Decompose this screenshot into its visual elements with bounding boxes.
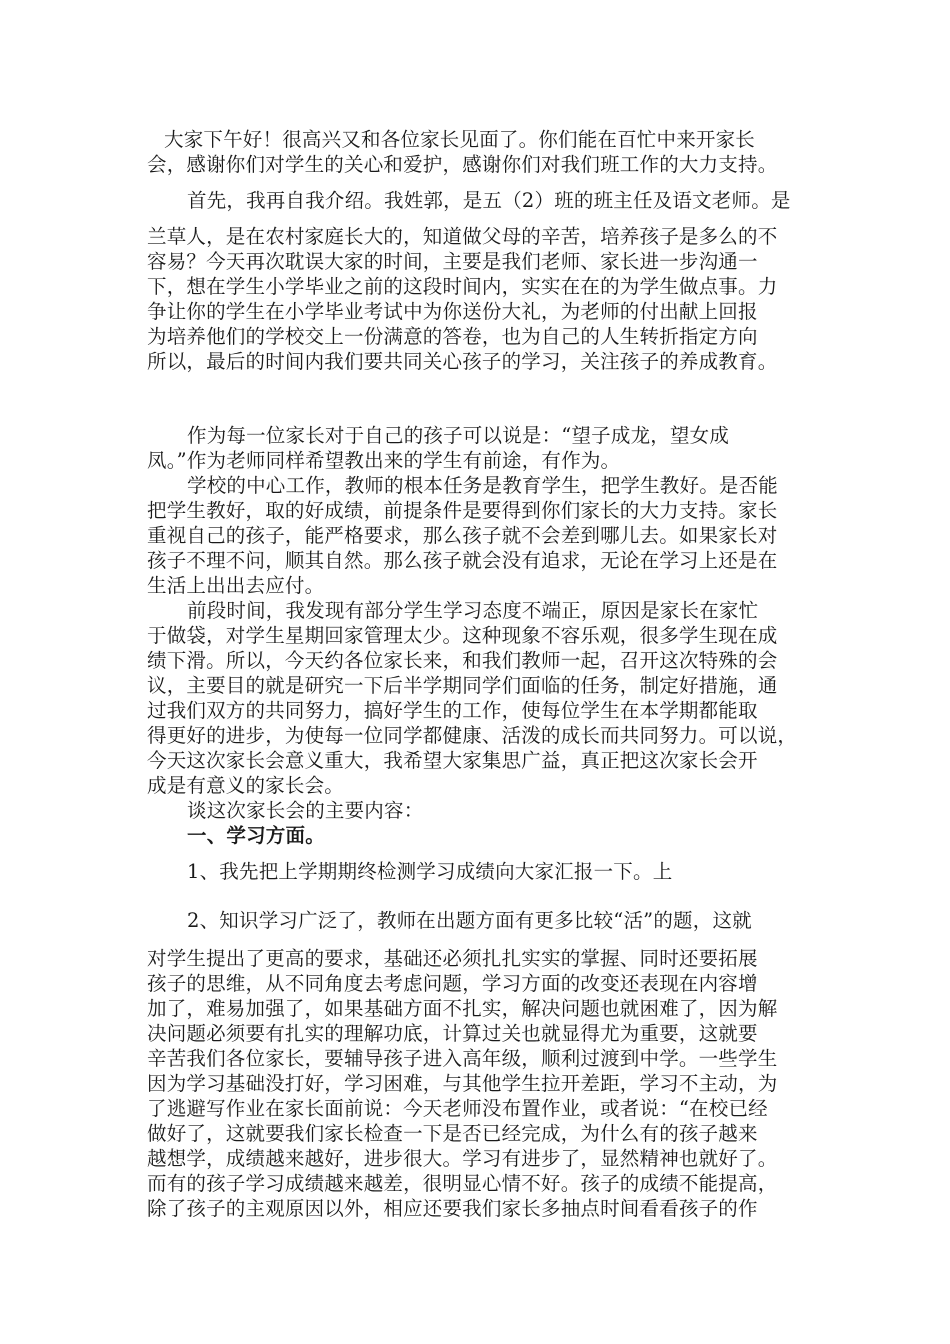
paragraph-school-line: 学校的中心工作，教师的根本任务是教育学生，把学生教好。是否能: [187, 474, 779, 497]
item-2-line: 对学生提出了更高的要求，基础还必须扎扎实实的掌握、同时还要拓展: [147, 947, 758, 970]
paragraph-intro-line: 兰草人，是在农村家庭长大的，知道做父母的辛苦，培养孩子是多么的不: [147, 225, 778, 248]
item-2-line: 越想学，成绩越来越好，进步很大。学习有进步了，显然精神也就好了。: [147, 1147, 778, 1170]
paragraph-greeting-line: 会，感谢你们对学生的关心和爱护，感谢你们对我们班工作的大力支持。: [147, 153, 778, 176]
paragraph-school-line: 把学生教好，取的好成绩，前提条件是要得到你们家长的大力支持。家长: [147, 499, 778, 522]
paragraph-meeting-line: 议，主要目的就是研究一下后半学期同学们面临的任务，制定好措施，通: [147, 674, 778, 697]
paragraph-meeting-line: 于做袋，对学生星期回家管理太少。这种现象不容乐观，很多学生现在成: [147, 624, 778, 647]
paragraph-school-line: 孩子不理不问，顺其自然。那么孩子就会没有追求，无论在学习上还是在: [147, 549, 778, 572]
item-2-line: 加了，难易加强了，如果基础方面不扎实，解决问题也就困难了，因为解: [147, 997, 778, 1020]
paragraph-meeting-line: 成是有意义的家长会。: [147, 774, 345, 797]
item-2-line: 决问题必须要有扎实的理解功底，计算过关也就显得尤为重要，这就要: [147, 1022, 758, 1045]
item-2-line: 除了孩子的主观原因以外，相应还要我们家长多抽点时间看看孩子的作: [147, 1197, 758, 1220]
paragraph-meeting-line: 今天这次家长会意义重大，我希望大家集思广益，真正把这次家长会开: [147, 749, 758, 772]
paragraph-greeting-line: 大家下午好！很高兴又和各位家长见面了。你们能在百忙中来开家长: [164, 128, 756, 151]
paragraph-intro-line: 首先，我再自我介绍。我姓郭，是五（2）班的班主任及语文老师。是: [187, 189, 791, 212]
paragraph-intro-line: 为培养他们的学校交上一份满意的答卷，也为自己的人生转折指定方向: [147, 325, 758, 348]
item-2-line: 而有的孩子学习成绩越来越差，很明显心情不好。孩子的成绩不能提高，: [147, 1172, 778, 1195]
agenda-intro: 谈这次家长会的主要内容：: [187, 799, 424, 822]
paragraph-meeting-line: 过我们双方的共同努力，搞好学生的工作，使每位学生在本学期都能取: [147, 699, 758, 722]
paragraph-school-line: 重视自己的孩子，能严格要求，那么孩子就不会差到哪儿去。如果家长对: [147, 524, 778, 547]
section-heading-study: 一、学习方面。: [187, 824, 325, 847]
item-2-line: 辛苦我们各位家长，要辅导孩子进入高年级，顺利过渡到中学。一些学生: [147, 1047, 778, 1070]
paragraph-intro-line: 所以，最后的时间内我们要共同关心孩子的学习，关注孩子的养成教育。: [147, 350, 778, 373]
item-2-line: 因为学习基础没打好，学习困难，与其他学生拉开差距，学习不主动，为: [147, 1072, 778, 1095]
paragraph-meeting-line: 绩下滑。所以，今天约各位家长来，和我们教师一起，召开这次特殊的会: [147, 649, 778, 672]
item-2-line: 2、知识学习广泛了，教师在出题方面有更多比较“活”的题，这就: [187, 909, 752, 932]
paragraph-intro-line: 下，想在学生小学毕业之前的这段时间内，实实在在的为学生做点事。力: [147, 275, 778, 298]
paragraph-hope-line: 作为每一位家长对于自己的孩子可以说是：“望子成龙，望女成: [187, 424, 730, 447]
paragraph-meeting-line: 得更好的进步，为使每一位同学都健康、活泼的成长而共同努力。可以说，: [147, 724, 798, 747]
paragraph-intro-line: 争让你的学生在小学毕业考试中为你送份大礼，为老师的付出献上回报: [147, 300, 758, 323]
item-2-line: 孩子的思维，从不同角度去考虑问题，学习方面的改变还表现在内容增: [147, 972, 758, 995]
paragraph-intro-line: 容易？今天再次耽误大家的时间，主要是我们老师、家长进一步沟通一: [147, 250, 758, 273]
paragraph-meeting-line: 前段时间，我发现有部分学生学习态度不端正，原因是家长在家忙: [187, 599, 759, 622]
paragraph-hope-line: 凤。”作为老师同样希望教出来的学生有前途，有作为。: [147, 449, 621, 472]
paragraph-school-line: 生活上出出去应付。: [147, 574, 325, 597]
item-2-line: 了逃避写作业在家长面前说：今天老师没布置作业，或者说：“在校已经: [147, 1097, 768, 1120]
item-1-line: 1、我先把上学期期终检测学习成绩向大家汇报一下。上: [187, 860, 673, 883]
item-2-line: 做好了，这就要我们家长检查一下是否已经完成，为什么有的孩子越来: [147, 1122, 758, 1145]
